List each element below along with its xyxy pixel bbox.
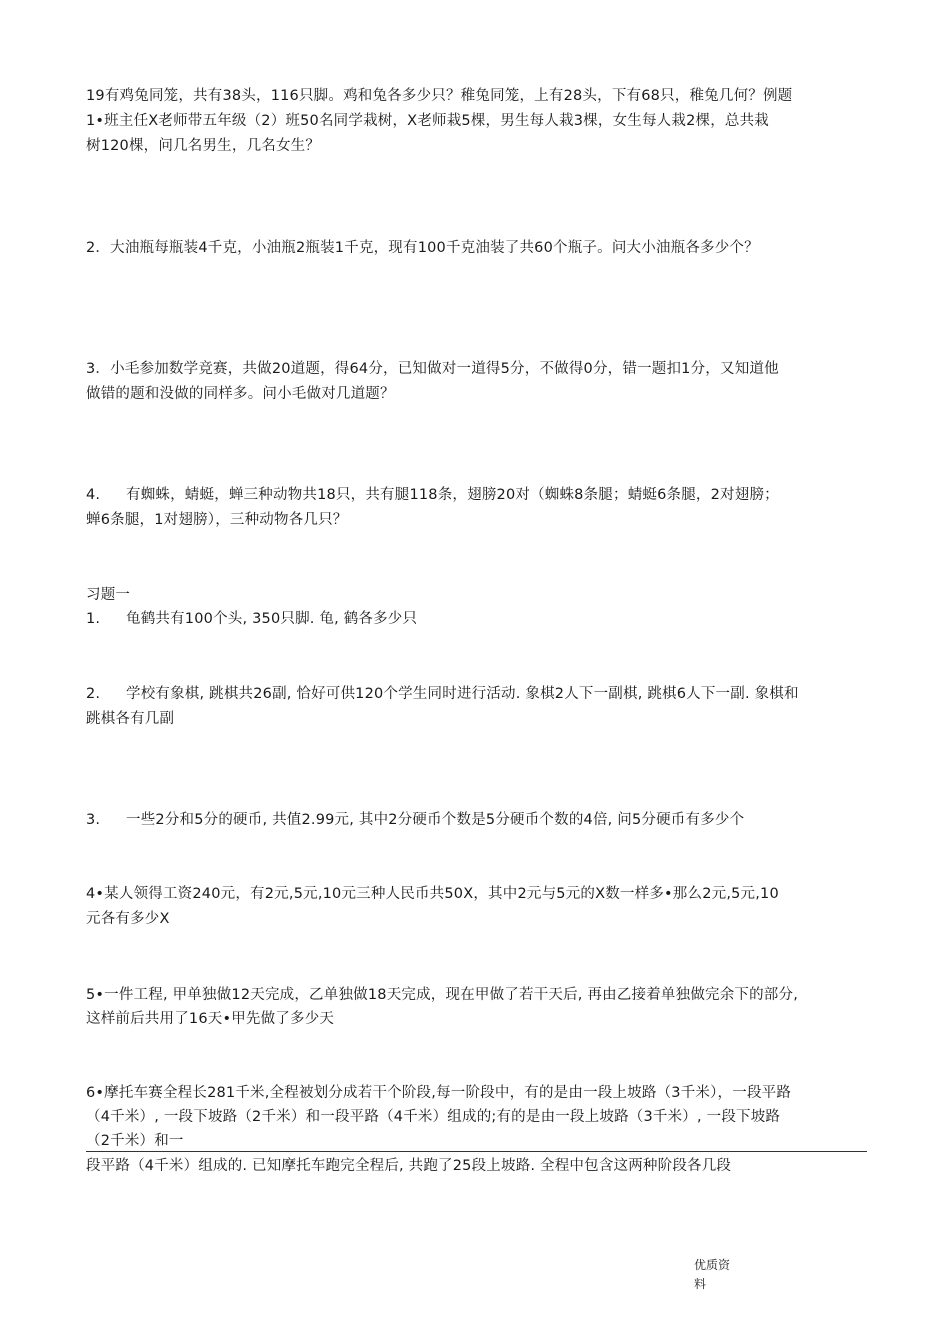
exercise-6-line-2: （4千米）, 一段下坡路（2千米）和一段平路（4千米）组成的;有的是由一段上坡路（3千米）, 一段下坡路 xyxy=(86,1109,781,1125)
example-3-line-1: 3．小毛参加数学竞赛，共做20道题，得64分，已知做对一道得5分，不做得0分，错一题扣1分，又知道他 xyxy=(86,361,779,377)
footer-note xyxy=(694,1256,754,1294)
intro-line-3: 树120棵，问几名男生，几名女生？ xyxy=(86,138,321,154)
exercise-4-line-1: 4•某人领得工资240元，有2元,5元,10元三种人民币共50X，其中2元与5元的X数一样多•那么2元,5元,10 xyxy=(86,886,779,902)
intro-line-1: 19有鸡兔同笼，共有38头，116只脚。鸡和兔各多少只？稚兔同笼，上有28头，下有68只，稚兔几何？例题 xyxy=(86,88,793,104)
exercise-4-line-2: 元各有多少X xyxy=(86,911,170,927)
example-4-line-2: 蝉6条腿，1对翅膀），三种动物各几只？ xyxy=(86,512,348,528)
intro-line-2: 1•班主任X老师带五年级（2）班50名同学栽树，X老师栽5棵，男生每人栽3棵，女生每人栽2棵，总共栽 xyxy=(86,113,769,129)
footer-line-2: 料 xyxy=(694,1277,707,1291)
exercise-6-line-1: 6•摩托车赛全程长281千米,全程被划分成若干个阶段,每一阶段中，有的是由一段上坡路（3千米），一段平路 xyxy=(86,1085,792,1101)
example-3-line-2: 做错的题和没做的同样多。问小毛做对几道题？ xyxy=(86,386,395,402)
exercise-5-line-2: 这样前后共用了16天•甲先做了多少天 xyxy=(86,1011,335,1027)
horizontal-rule xyxy=(86,1151,867,1152)
example-2-line-1: 2．大油瓶每瓶装4千克，小油瓶2瓶装1千克，现有100千克油装了共60个瓶子。问大小油瓶各多少个？ xyxy=(86,240,759,256)
exercise-6-line-4: 段平路（4千米）组成的. 已知摩托车跑完全程后, 共跑了25段上坡路. 全程中包含这两种阶段各几段 xyxy=(86,1158,732,1174)
exercise-3-number: 3. xyxy=(86,812,101,828)
exercise-3-line-1 xyxy=(86,808,866,833)
exercise-2-line-2: 跳棋各有几副 xyxy=(86,711,175,727)
footer-line-1: 优质资 xyxy=(694,1258,731,1272)
exercise-1-number: 1. xyxy=(86,611,101,627)
exercise-3-text: 一些2分和5分的硬币, 共值2.99元, 其中2分硬币个数是5分硬币个数的4倍, 问5分硬币有多少个 xyxy=(126,812,745,828)
exercise-title: 习题一 xyxy=(86,587,131,603)
example-4-line-1 xyxy=(86,483,866,508)
exercise-5-line-1: 5•一件工程, 甲单独做12天完成，乙单独做18天完成，现在甲做了若干天后, 再由乙接着单独做完余下的部分, xyxy=(86,987,799,1003)
exercise-1-line-1 xyxy=(86,607,866,632)
example-4-number: 4. xyxy=(86,487,101,503)
exercise-1-text: 龟鹤共有100个头, 350只脚. 龟, 鹤各多少只 xyxy=(126,611,418,627)
exercise-2-line-1 xyxy=(86,682,866,707)
exercise-2-text: 学校有象棋, 跳棋共26副, 恰好可供120个学生同时进行活动. 象棋2人下一副棋, 跳棋6人下一副. 象棋和 xyxy=(126,686,799,702)
exercise-2-number: 2. xyxy=(86,686,101,702)
exercise-6-line-3: （2千米）和一 xyxy=(86,1133,184,1149)
example-4-text: 有蜘蛛，蜻蜓，蝉三种动物共18只，共有腿118条，翅膀20对（蜘蛛8条腿；蜻蜓6条腿，2对翅膀； xyxy=(126,487,779,503)
